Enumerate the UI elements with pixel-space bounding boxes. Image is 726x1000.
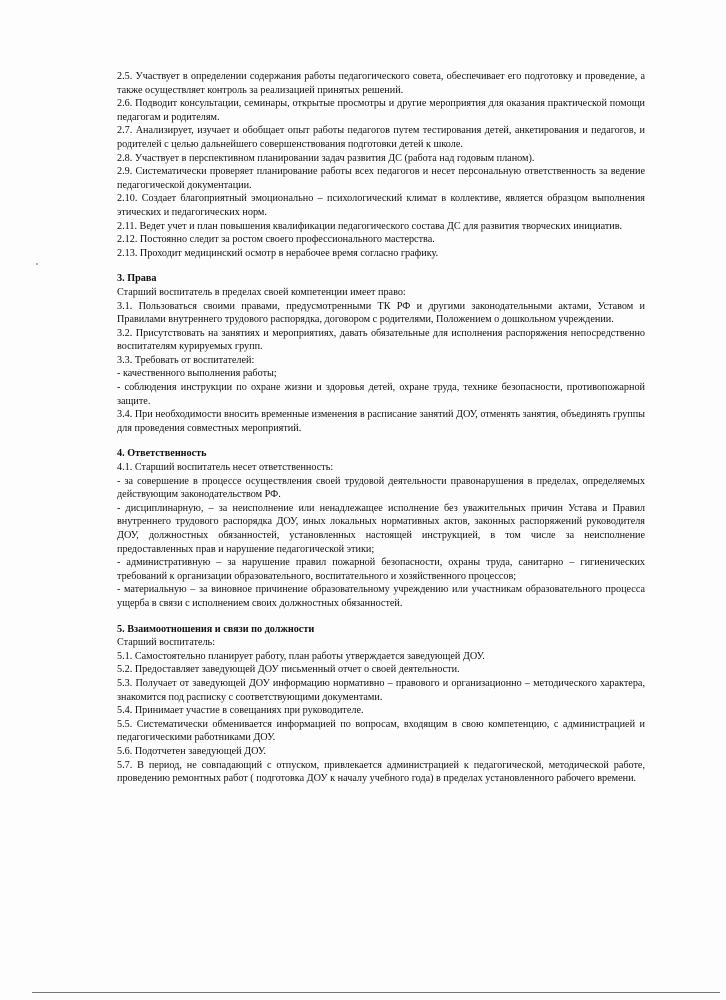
paragraph-3-3: 3.3. Требовать от воспитателей: bbox=[117, 354, 255, 366]
paragraph-5-7: 5.7. В период, не совпадающий с отпуском, привлекается администрацией к педагогической, методической работе, проведению ремонтных работ ( подготовка ДОУ к началу учебного года) в пределах установленного рабочего времени. bbox=[117, 759, 645, 785]
paragraph-5-3: 5.3. Получает от заведующей ДОУ информацию нормативно – правового и организационно – методического характера, знакомится под расписку с соответствующими документами. bbox=[117, 677, 645, 703]
document-body bbox=[117, 70, 645, 786]
paragraph-5-4: 5.4. Принимает участие в совещаниях при руководителе. bbox=[117, 705, 364, 717]
section-heading-relations: 5. Взаимоотношения и связи по должности bbox=[117, 623, 315, 635]
page-bottom-rule bbox=[32, 992, 720, 993]
paragraph-5-5: 5.5. Систематически обменивается информацией по вопросам, входящим в свою компетенцию, с администрацией и педагогическими работниками ДОУ. bbox=[117, 718, 645, 744]
paragraph-4-1-item-1: - за совершение в процессе осуществления своей трудовой деятельности правонарушения в пределах, определяемых действующим законодательством РФ. bbox=[117, 475, 645, 501]
paragraph-2-13: 2.13. Проходит медицинский осмотр в нерабочее время согласно графику. bbox=[117, 247, 439, 259]
paragraph-2-11: 2.11. Ведет учет и план повышения квалификации педагогического состава ДС для развития творческих инициатив. bbox=[117, 220, 623, 232]
paragraph-3-3-item-2: - соблюдения инструкции по охране жизни и здоровья детей, охране труда, технике безопасности, противопожарной защите. bbox=[117, 382, 645, 407]
scan-speck bbox=[36, 263, 38, 265]
section-heading-rights: 3. Права bbox=[117, 273, 157, 285]
section-heading-responsibility: 4. Ответственность bbox=[117, 448, 207, 460]
paragraph-4-1-item-4: - материальную – за виновное причинение образовательному учреждению или участникам образовательного процесса ущерба в связи с исполнением своих должностных обязанностей. bbox=[117, 584, 645, 609]
paragraph-2-6: 2.6. Подводит консультации, семинары, открытые просмотры и другие мероприятия для оказания практической помощи педагогам и родителям. bbox=[117, 98, 645, 123]
paragraph-2-7: 2.7. Анализирует, изучает и обобщает опыт работы педагогов путем тестирования детей, анкетирования и педагогов, и родителей с целью дальнейшего совершенствования подготовки детей к школе. bbox=[117, 125, 645, 150]
relations-intro: Старший воспитатель: bbox=[117, 637, 216, 649]
paragraph-3-2: 3.2. Присутствовать на занятиях и мероприятиях, давать обязательные для исполнения распоряжения непосредственно воспитателям курируемых групп. bbox=[117, 327, 645, 353]
paragraph-5-6: 5.6. Подотчетен заведующей ДОУ. bbox=[117, 745, 266, 757]
paragraph-2-8: 2.8. Участвует в перспективном планировании задач развития ДС (работа над годовым планом). bbox=[117, 152, 535, 164]
paragraph-3-1: 3.1. Пользоваться своими правами, предусмотренными ТК РФ и другими законодательными актами, Уставом и Правилами внутреннего трудового распорядка, договором с родителями, Положением о дошкольном учреждении. bbox=[117, 300, 645, 326]
paragraph-4-1: 4.1. Старший воспитатель несет ответственность: bbox=[117, 462, 334, 474]
rights-intro: Старший воспитатель в пределах своей компетенции имеет право: bbox=[117, 286, 406, 298]
paragraph-5-2: 5.2. Предоставляет заведующей ДОУ письменный отчет о своей деятельности. bbox=[117, 664, 460, 676]
paragraph-4-1-item-2: - дисциплинарную, – за неисполнение или ненадлежащее исполнение без уважительных причин Устава и Правил внутреннего трудового распорядка ДОУ, иных локальных нормативных актов, законных распоряжений руководителя ДОУ, должностных обязанностей, установленных настоящей инструкцией, в том числе за неисполнение предоставленных прав и нарушение педагогической этики; bbox=[117, 502, 645, 555]
paragraph-2-12: 2.12. Постоянно следит за ростом своего профессионального мастерства. bbox=[117, 234, 435, 246]
paragraph-5-1: 5.1. Самостоятельно планирует работу, план работы утверждается заведующей ДОУ. bbox=[117, 650, 485, 662]
paragraph-2-9: 2.9. Систематически проверяет планирование работы всех педагогов и несет персональную ответственность за ведение педагогической документации. bbox=[117, 166, 645, 191]
paragraph-3-4: 3.4. При необходимости вносить временные изменения в расписание занятий ДОУ, отменять занятия, объединять группы для проведения совместных мероприятий. bbox=[117, 409, 646, 434]
paragraph-4-1-item-3: - административную – за нарушение правил пожарной безопасности, охраны труда, санитарно – гигиенических требований к организации образовательного, воспитательного и хозяйственного процессов; bbox=[117, 557, 645, 582]
paragraph-3-3-item-1: - качественного выполнения работы; bbox=[117, 368, 277, 380]
paragraph-2-5: 2.5. Участвует в определении содержания работы педагогического совета, обеспечивает его подготовку и проведение, а также осуществляет контроль за реализацией принятых решений. bbox=[117, 71, 645, 96]
paragraph-2-10: 2.10. Создает благоприятный эмоционально – психологический климат в коллективе, является образцом выполнения этических и педагогических норм. bbox=[117, 193, 645, 218]
